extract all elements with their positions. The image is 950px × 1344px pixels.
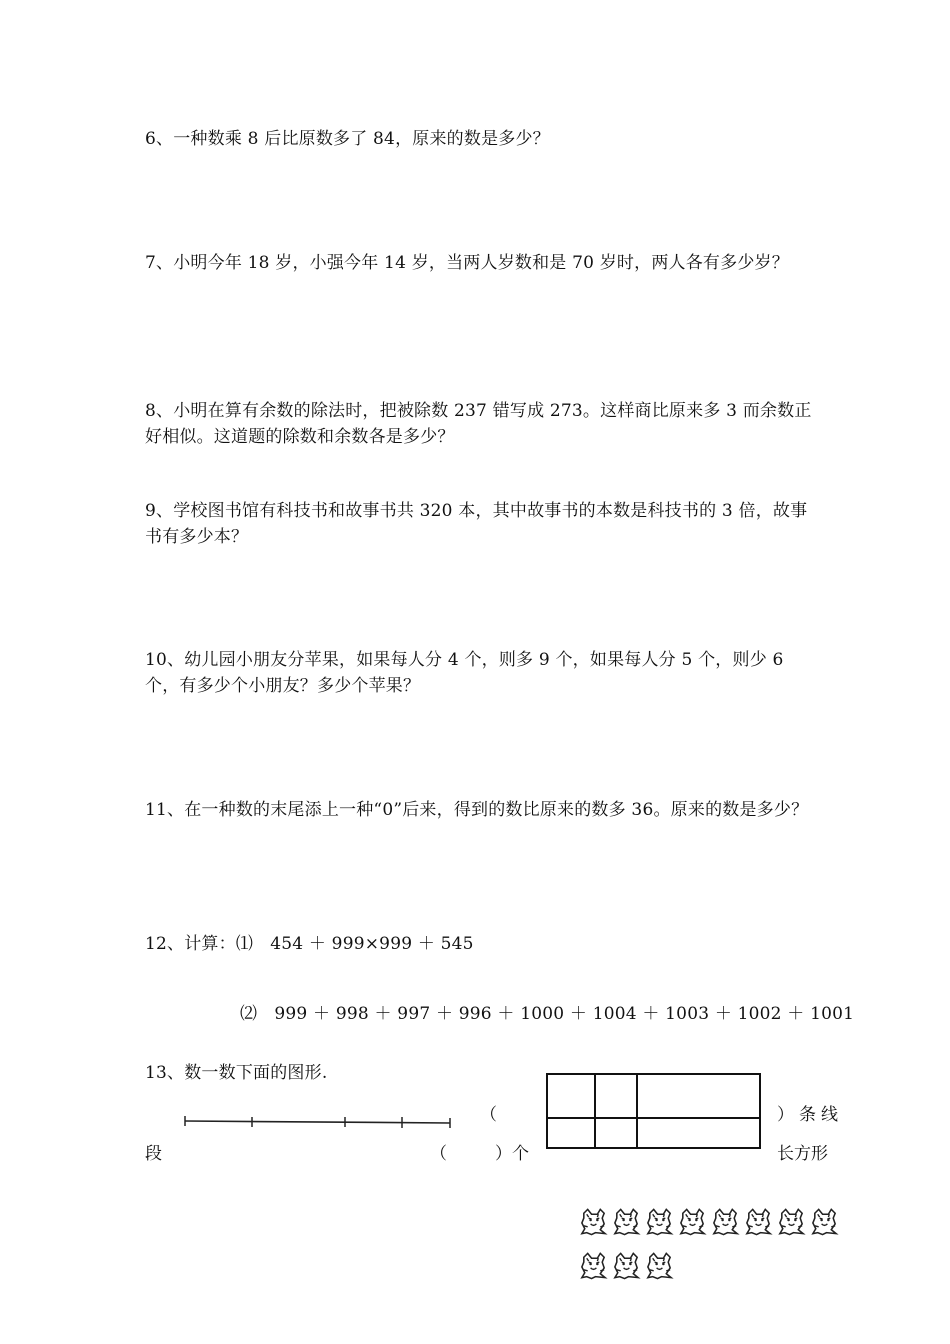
segment-unit: 段 (145, 1144, 162, 1164)
tiger-cartoon-icon (611, 1250, 642, 1280)
question-10: 10、幼儿园小朋友分苹果，如果每人分 4 个，则多 9 个，如果每人分 5 个，则少 6 个，有多少个小朋友？多少个苹果？ (145, 650, 784, 696)
question-8: 8、小明在算有余数的除法时，把被除数 237 错写成 273。这样商比原来多 3 而余数正好相似。这道题的除数和余数各是多少？ (145, 401, 812, 447)
mascot-row-1 (578, 1206, 840, 1236)
rectangle-grid-figure (545, 1072, 763, 1150)
question-6: 6、一种数乘 8 后比原数多了 84，原来的数是多少？ (145, 129, 550, 149)
tiger-cartoon-icon (578, 1206, 609, 1236)
tiger-cartoon-icon (644, 1250, 675, 1280)
tiger-cartoon-icon (644, 1206, 675, 1236)
rectangle-unit: 长方形 (777, 1144, 828, 1164)
mascot-row-2 (578, 1250, 675, 1280)
segment-answer-open: （ (480, 1105, 497, 1125)
tiger-cartoon-icon (710, 1206, 741, 1236)
segment-answer-close: ）条线 (777, 1105, 843, 1125)
question-11: 11、在一种数的末尾添上一种“0”后来，得到的数比原来的数多 36。原来的数是多少？ (145, 800, 809, 820)
question-12-part-2: ⑵ 999 ＋ 998 ＋ 997 ＋ 996 ＋ 1000 ＋ 1004 ＋ 1003 ＋ 1002 ＋ 1001 (240, 1004, 855, 1024)
tiger-cartoon-icon (776, 1206, 807, 1236)
question-12-part-1: 12、计算：⑴ 454 ＋ 999×999 ＋ 545 (145, 934, 474, 954)
question-9: 9、学校图书馆有科技书和故事书共 320 本，其中故事书的本数是科技书的 3 倍，故事书有多少本？ (145, 501, 808, 547)
tiger-cartoon-icon (743, 1206, 774, 1236)
rectangle-answer-close: ）个 (495, 1144, 529, 1164)
tiger-cartoon-icon (677, 1206, 708, 1236)
question-7: 7、小明今年 18 岁，小强今年 14 岁，当两人岁数和是 70 岁时，两人各有多少岁？ (145, 253, 789, 273)
rectangle-answer-open: （ (430, 1144, 447, 1164)
tiger-cartoon-icon (809, 1206, 840, 1236)
tiger-cartoon-icon (578, 1250, 609, 1280)
question-13: 13、数一数下面的图形. (145, 1063, 328, 1083)
tiger-cartoon-icon (611, 1206, 642, 1236)
line-segment-figure (180, 1110, 460, 1134)
